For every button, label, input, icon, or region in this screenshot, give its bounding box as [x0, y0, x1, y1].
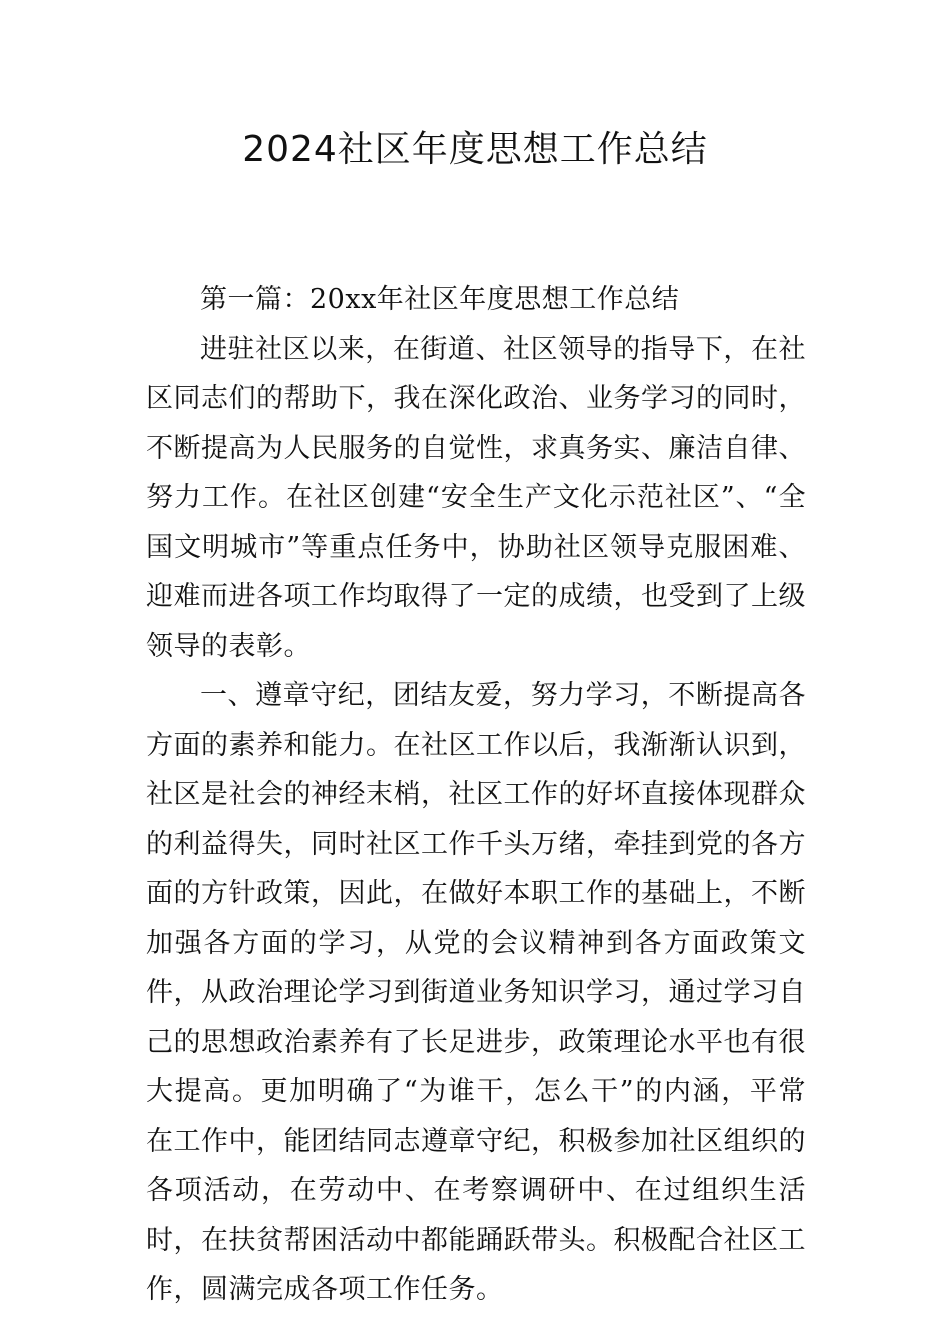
- paragraph-point-one: 一、遵章守纪，团结友爱，努力学习，不断提高各方面的素养和能力。在社区工作以后，我渐渐认识到，社区是社会的神经末梢，社区工作的好坏直接体现群众的利益得失，同时社区工作千头万绪，牵挂到党的各方面的方针政策，因此，在做好本职工作的基础上，不断加强各方面的学习，从党的会议精神到各方面政策文件，从政治理论学习到街道业务知识学习，通过学习自己的思想政治素养有了长足进步，政策理论水平也有很大提高。更加明确了“为谁干，怎么干”的内涵，平常在工作中，能团结同志遵章守纪，积极参加社区组织的各项活动，在劳动中、在考察调研中、在过组织生活时，在扶贫帮困活动中都能踊跃带头。积极配合社区工作，圆满完成各项工作任务。: [146, 680, 806, 1305]
- document-title: 2024社区年度思想工作总结: [242, 129, 708, 170]
- section-heading: 第一篇：20xx年社区年度思想工作总结: [200, 284, 680, 315]
- paragraph-intro: 进驻社区以来，在街道、社区领导的指导下，在社区同志们的帮助下，我在深化政治、业务学习的同时，不断提高为人民服务的自觉性，求真务实、廉洁自律、努力工作。在社区创建“安全生产文化示范社区”、“全国文明城市”等重点任务中，协助社区领导克服困难、迎难而进各项工作均取得了一定的成绩，也受到了上级领导的表彰。: [146, 333, 806, 662]
- document-body: [146, 275, 806, 1315]
